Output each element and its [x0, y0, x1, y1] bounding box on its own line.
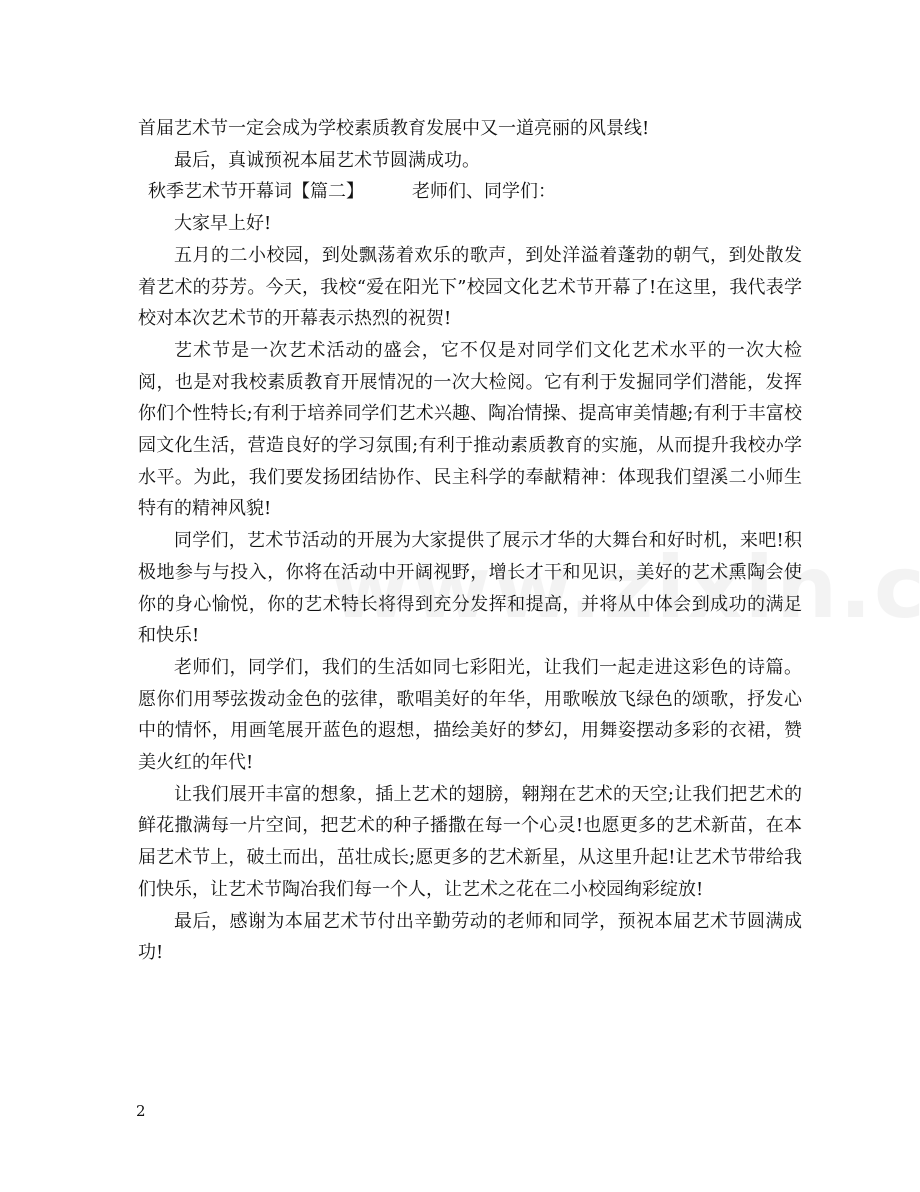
paragraph-intro: 五月的二小校园，到处飘荡着欢乐的歌声，到处洋溢着蓬勃的朝气，到处散发着艺术的芬芳。今天，我校“爱在阳光下”校园文化艺术节开幕了!在这里，我代表学校对本次艺术节的开幕表示热烈的祝贺!: [138, 244, 802, 330]
paragraph-closing-first: 最后，真诚预祝本届艺术节圆满成功。: [174, 149, 480, 171]
salutation: 老师们、同学们：: [412, 181, 556, 203]
paragraph-colorful-life: 老师们，同学们，我们的生活如同七彩阳光，让我们一起走进这彩色的诗篇。愿你们用琴弦拨动金色的弦律，歌唱美好的年华，用歌喉放飞绿色的颂歌，抒发心中的情怀，用画笔展开蓝色的遐想，描绘美好的梦幻，用舞姿摆动多彩的衣裙，赞美火红的年代!: [138, 656, 802, 774]
section-heading-line: [138, 176, 802, 208]
paragraph-festival-purpose: 艺术节是一次艺术活动的盛会，它不仅是对同学们文化艺术水平的一次大检阅，也是对我校素质教育开展情况的一次大检阅。它有利于发掘同学们潜能，发挥你们个性特长;有利于培养同学们艺术兴趣、陶冶情操、提高审美情趣;有利于丰富校园文化生活，营造良好的学习氛围;有利于推动素质教育的实施，从而提升我校办学水平。为此，我们要发扬团结协作、民主科学的奉献精神：体现我们望溪二小师生特有的精神风貌!: [138, 339, 802, 520]
section-heading: 秋季艺术节开幕词【篇二】: [148, 181, 364, 203]
page-number: 2: [136, 1102, 146, 1120]
paragraph-closing-thanks: 最后，感谢为本届艺术节付出辛勤劳动的老师和同学，预祝本届艺术节圆满成功!: [138, 910, 802, 964]
paragraph-greeting: 大家早上好!: [174, 213, 272, 235]
document-body: [138, 113, 802, 969]
paragraph-continuation: 首届艺术节一定会成为学校素质教育发展中又一道亮丽的风景线!: [138, 118, 650, 139]
paragraph-encouragement: 同学们，艺术节活动的开展为大家提供了展示才华的大舞台和好时机，来吧!积极地参与与投入，你将在活动中开阔视野，增长才干和见识，美好的艺术熏陶会使你的身心愉悦，你的艺术特长将得到充分发挥和提高，并将从中体会到成功的满足和快乐!: [138, 530, 802, 647]
paragraph-imagination: 让我们展开丰富的想象，插上艺术的翅膀，翱翔在艺术的天空;让我们把艺术的鲜花撒满每一片空间，把艺术的种子播撒在每一个心灵!也愿更多的艺术新苗，在本届艺术节上，破土而出，茁壮成长;愿更多的艺术新星，从这里升起!让艺术节带给我们快乐，让艺术节陶冶我们每一个人，让艺术之花在二小校园绚彩绽放!: [138, 783, 802, 900]
